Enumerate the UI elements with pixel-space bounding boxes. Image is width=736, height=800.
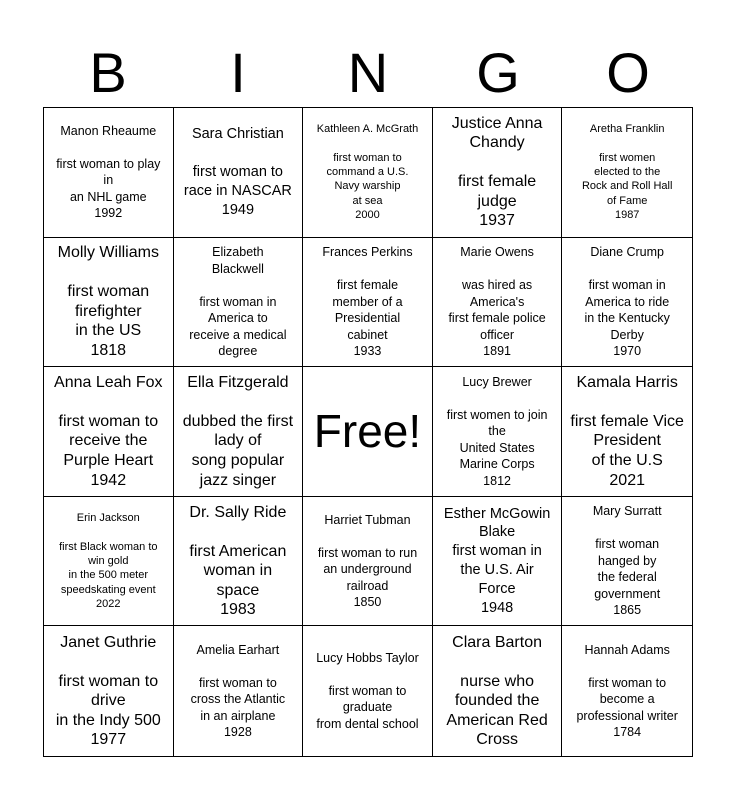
- bingo-cell: Kamala Harris first female Vice President of the U.S 2021: [562, 367, 692, 497]
- bingo-cell: Mary Surratt first woman hanged by the federal government 1865: [562, 497, 692, 627]
- bingo-cell: Harriet Tubman first woman to run an underground railroad 1850: [303, 497, 433, 627]
- bingo-cell: Kathleen A. McGrath first woman to command a U.S. Navy warship at sea 2000: [303, 108, 433, 238]
- bingo-cell: Amelia Earhart first woman to cross the Atlantic in an airplane 1928: [174, 626, 304, 756]
- free-space: Free!: [303, 367, 433, 497]
- bingo-card: [43, 107, 693, 757]
- bingo-header: [43, 40, 693, 106]
- bingo-cell: Ella Fitzgerald dubbed the first lady of song popular jazz singer: [174, 367, 304, 497]
- bingo-cell: Clara Barton nurse who founded the American Red Cross: [433, 626, 563, 756]
- header-letter-b: B: [89, 41, 127, 104]
- bingo-cell: Justice Anna Chandy first female judge 1937: [433, 108, 563, 238]
- bingo-cell: Lucy Brewer first women to join the United States Marine Corps 1812: [433, 367, 563, 497]
- bingo-cell: Janet Guthrie first woman to drive in the Indy 500 1977: [44, 626, 174, 756]
- bingo-cell: Molly Williams first woman firefighter in the US 1818: [44, 238, 174, 368]
- bingo-cell: Marie Owens was hired as America's first female police officer 1891: [433, 238, 563, 368]
- bingo-cell: Esther McGowin Blake first woman in the U.S. Air Force 1948: [433, 497, 563, 627]
- bingo-cell: Aretha Franklin first women elected to the Rock and Roll Hall of Fame 1987: [562, 108, 692, 238]
- bingo-cell: Manon Rheaume first woman to play in an NHL game 1992: [44, 108, 174, 238]
- bingo-cell: Dr. Sally Ride first American woman in space 1983: [174, 497, 304, 627]
- bingo-cell: Diane Crump first woman in America to ride in the Kentucky Derby 1970: [562, 238, 692, 368]
- bingo-cell: Frances Perkins first female member of a Presidential cabinet 1933: [303, 238, 433, 368]
- bingo-cell: Lucy Hobbs Taylor first woman to graduate from dental school: [303, 626, 433, 756]
- header-letter-i: I: [230, 41, 246, 104]
- bingo-cell: Elizabeth Blackwell first woman in America to receive a medical degree: [174, 238, 304, 368]
- bingo-cell: Hannah Adams first woman to become a professional writer 1784: [576, 642, 678, 740]
- bingo-cell: Sara Christian first woman to race in NASCAR 1949: [174, 108, 304, 238]
- bingo-cell: Erin Jackson first Black woman to win gold in the 500 meter speedskating event 2022: [44, 497, 174, 627]
- header-letter-n: N: [347, 41, 389, 104]
- bingo-cell: Anna Leah Fox first woman to receive the Purple Heart 1942: [44, 367, 174, 497]
- header-letter-o: O: [606, 41, 650, 104]
- header-letter-g: G: [476, 41, 520, 104]
